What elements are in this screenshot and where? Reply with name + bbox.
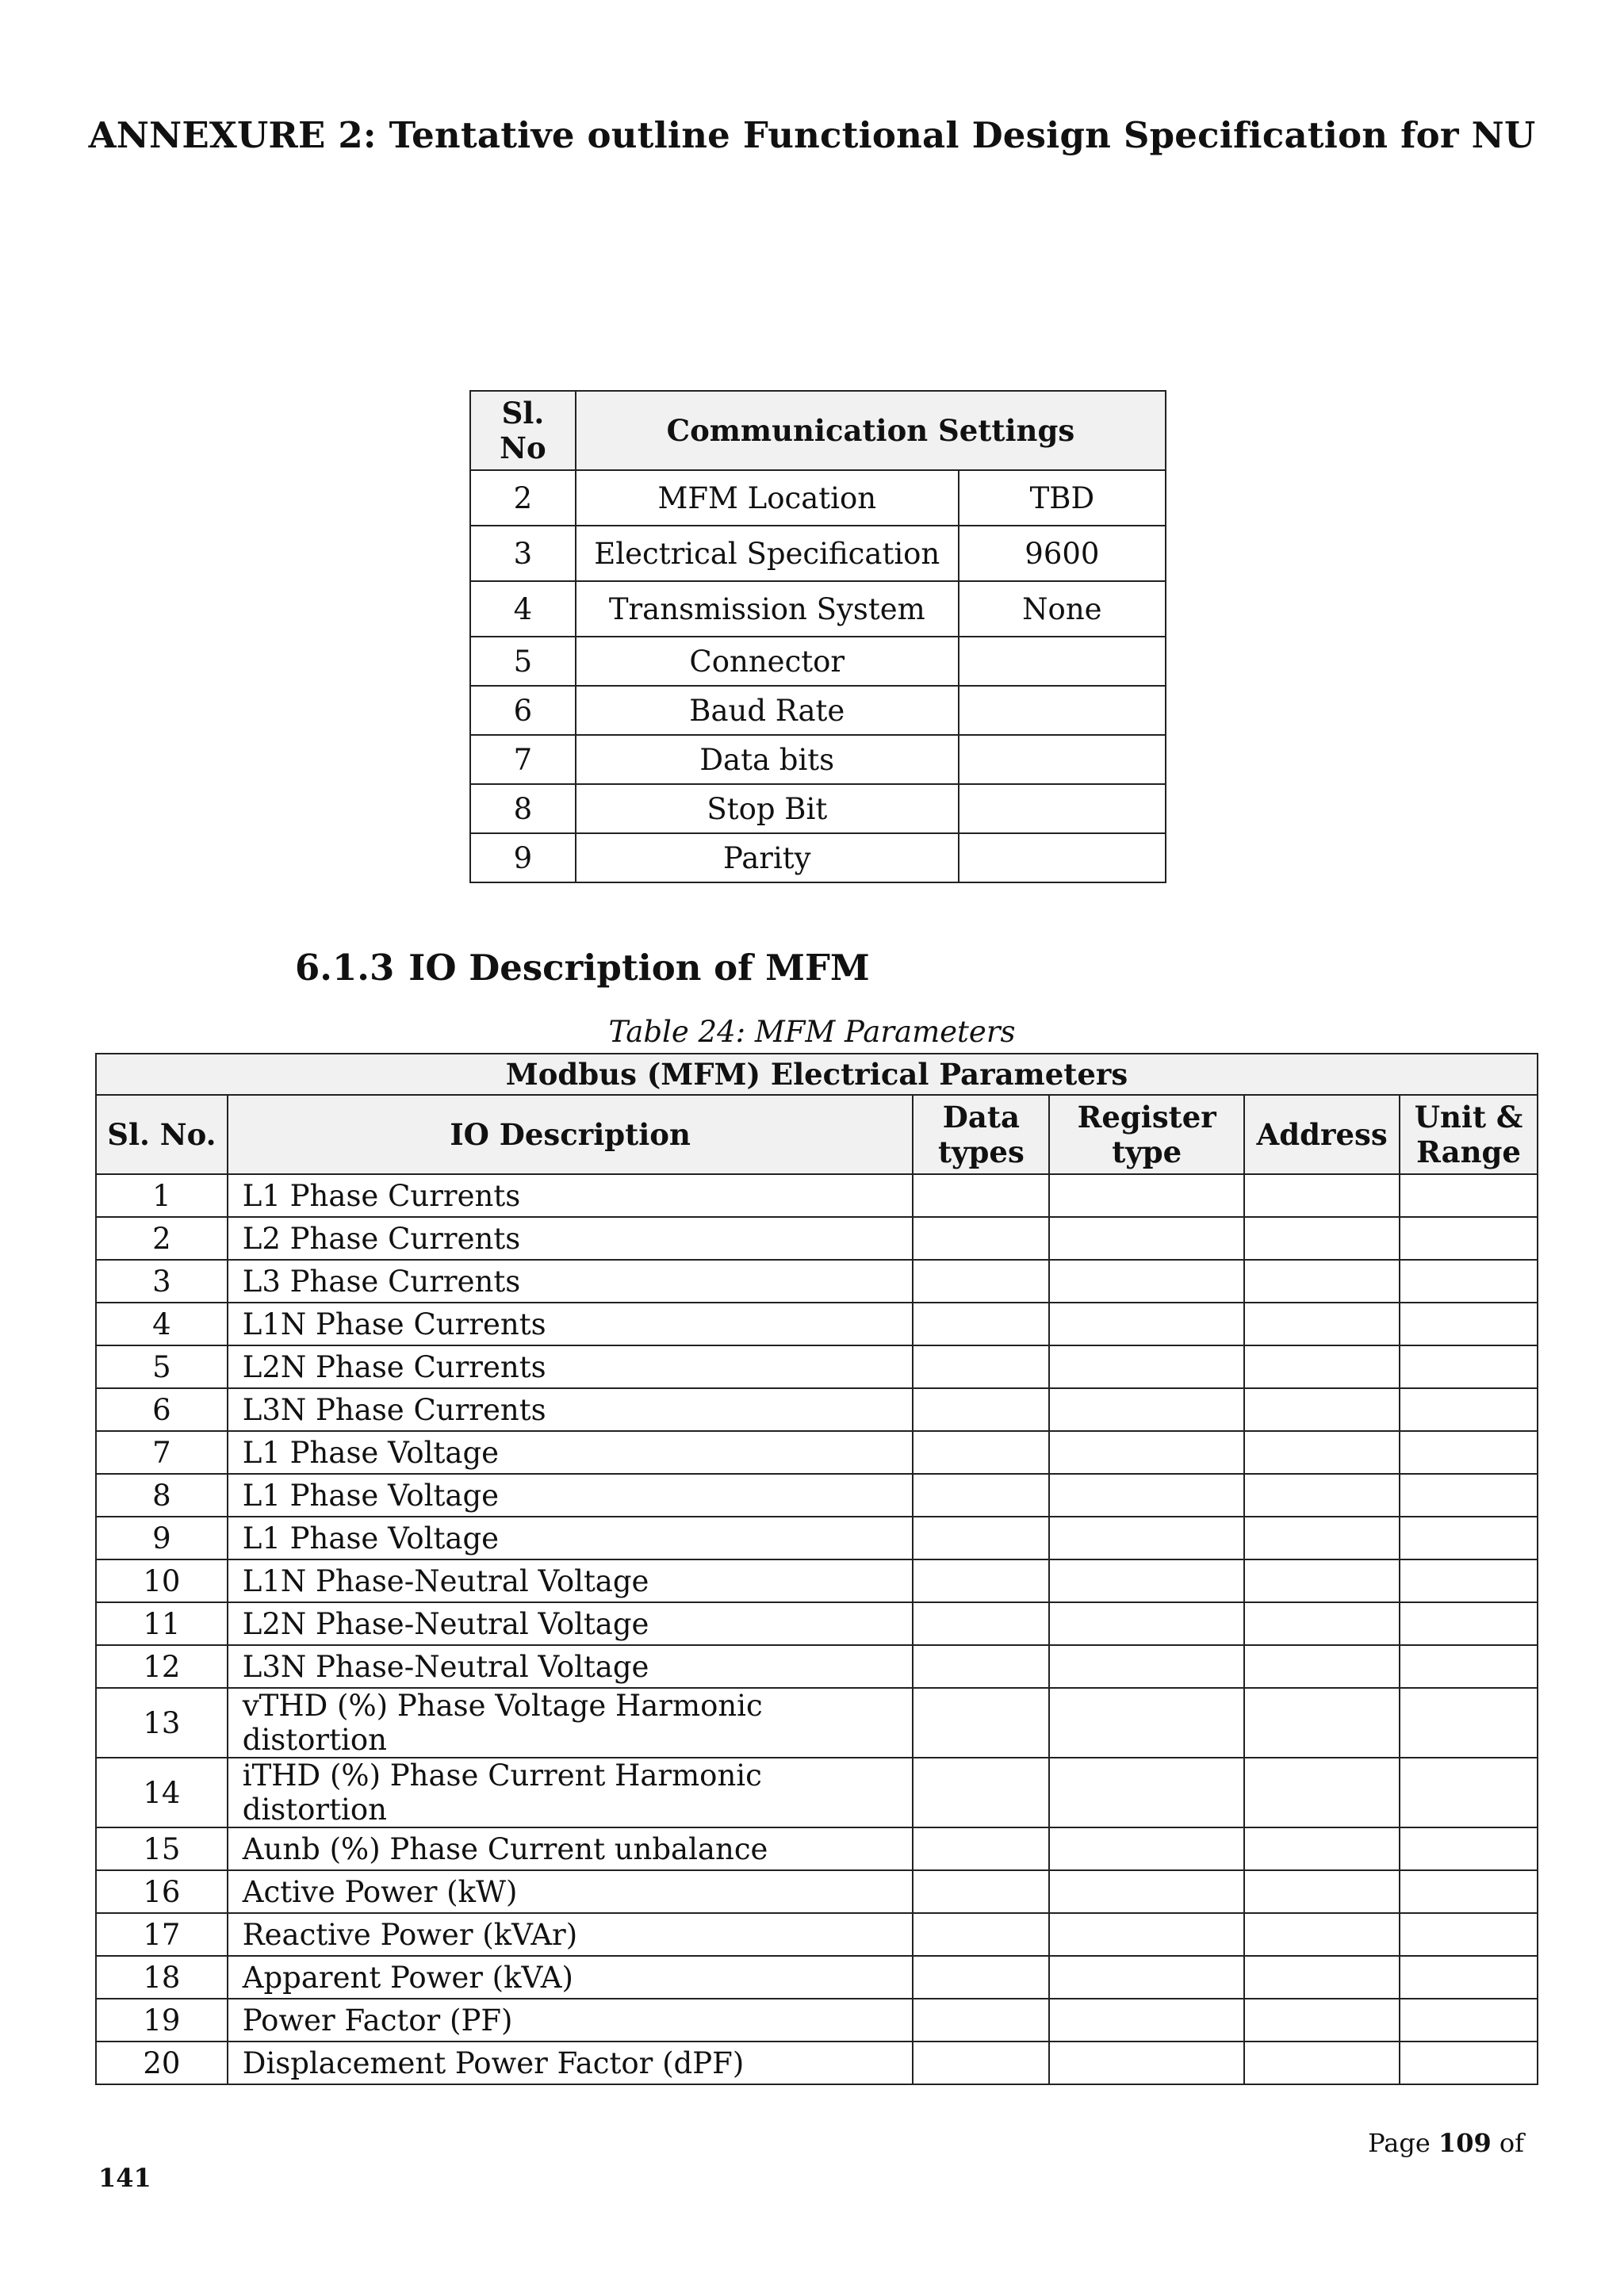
table-row <box>96 1758 1538 1827</box>
cell-io-description: iTHD (%) Phase Current Harmonic distortion <box>228 1758 914 1827</box>
cell-sl-no: 1 <box>96 1174 228 1217</box>
comm-cell-value <box>959 637 1166 686</box>
cell-data-types <box>913 1956 1049 1999</box>
comm-cell-label: Transmission System <box>576 581 959 637</box>
comm-cell-value <box>959 735 1166 784</box>
comm-row <box>470 833 1166 882</box>
cell-unit-range <box>1400 1956 1538 1999</box>
comm-cell-sl: 7 <box>470 735 576 784</box>
cell-sl-no: 11 <box>96 1602 228 1645</box>
cell-sl-no: 3 <box>96 1260 228 1303</box>
comm-row <box>470 686 1166 735</box>
table-row <box>96 1688 1538 1758</box>
cell-address <box>1244 1758 1400 1827</box>
cell-io-description: Apparent Power (kVA) <box>228 1956 914 1999</box>
cell-address <box>1244 1870 1400 1913</box>
cell-unit-range <box>1400 1303 1538 1345</box>
comm-cell-sl: 9 <box>470 833 576 882</box>
cell-data-types <box>913 1758 1049 1827</box>
cell-sl-no: 2 <box>96 1217 228 1260</box>
cell-io-description: L3N Phase Currents <box>228 1388 914 1431</box>
cell-data-types <box>913 1913 1049 1956</box>
comm-cell-value: TBD <box>959 470 1166 526</box>
table-row <box>96 1474 1538 1517</box>
cell-sl-no: 20 <box>96 2042 228 2084</box>
table-row <box>96 1517 1538 1559</box>
cell-address <box>1244 1217 1400 1260</box>
header-address: Address <box>1244 1095 1400 1174</box>
cell-register-type <box>1049 1474 1244 1517</box>
cell-address <box>1244 1827 1400 1870</box>
table-row <box>96 1260 1538 1303</box>
table-row <box>96 1345 1538 1388</box>
cell-data-types <box>913 1559 1049 1602</box>
comm-row <box>470 526 1166 581</box>
cell-unit-range <box>1400 1870 1538 1913</box>
cell-register-type <box>1049 1217 1244 1260</box>
cell-io-description: L1 Phase Voltage <box>228 1517 914 1559</box>
cell-register-type <box>1049 1517 1244 1559</box>
cell-io-description: L2N Phase Currents <box>228 1345 914 1388</box>
cell-register-type <box>1049 1345 1244 1388</box>
cell-address <box>1244 1956 1400 1999</box>
cell-register-type <box>1049 1559 1244 1602</box>
comm-cell-label: Parity <box>576 833 959 882</box>
cell-io-description: vTHD (%) Phase Voltage Harmonic distortion <box>228 1688 914 1758</box>
header-sl-no: Sl. No. <box>96 1095 228 1174</box>
cell-sl-no: 9 <box>96 1517 228 1559</box>
cell-sl-no: 15 <box>96 1827 228 1870</box>
comm-cell-sl: 5 <box>470 637 576 686</box>
cell-unit-range <box>1400 1913 1538 1956</box>
cell-unit-range <box>1400 1602 1538 1645</box>
cell-unit-range <box>1400 1517 1538 1559</box>
cell-unit-range <box>1400 2042 1538 2084</box>
cell-sl-no: 14 <box>96 1758 228 1827</box>
cell-address <box>1244 1303 1400 1345</box>
comm-cell-sl: 8 <box>470 784 576 833</box>
cell-unit-range <box>1400 1431 1538 1474</box>
table-caption: Table 24: MFM Parameters <box>608 1015 1016 1049</box>
table-row <box>96 1956 1538 1999</box>
cell-sl-no: 8 <box>96 1474 228 1517</box>
cell-sl-no: 7 <box>96 1431 228 1474</box>
comm-row <box>470 470 1166 526</box>
comm-cell-value <box>959 784 1166 833</box>
comm-row <box>470 581 1166 637</box>
page-suffix: of <box>1499 2128 1524 2158</box>
cell-unit-range <box>1400 1217 1538 1260</box>
cell-register-type <box>1049 1870 1244 1913</box>
cell-unit-range <box>1400 1999 1538 2042</box>
cell-sl-no: 19 <box>96 1999 228 2042</box>
cell-unit-range <box>1400 1645 1538 1688</box>
document-title: ANNEXURE 2: Tentative outline Functional Design Specification for NU <box>88 114 1536 156</box>
comm-cell-value: None <box>959 581 1166 637</box>
cell-address <box>1244 1999 1400 2042</box>
cell-unit-range <box>1400 1260 1538 1303</box>
cell-register-type <box>1049 1388 1244 1431</box>
cell-address <box>1244 1474 1400 1517</box>
cell-register-type <box>1049 1913 1244 1956</box>
cell-unit-range <box>1400 1388 1538 1431</box>
cell-sl-no: 12 <box>96 1645 228 1688</box>
cell-sl-no: 16 <box>96 1870 228 1913</box>
table-row <box>96 1388 1538 1431</box>
comm-cell-label: Electrical Specification <box>576 526 959 581</box>
cell-unit-range <box>1400 1345 1538 1388</box>
cell-sl-no: 17 <box>96 1913 228 1956</box>
cell-io-description: Aunb (%) Phase Current unbalance <box>228 1827 914 1870</box>
cell-io-description: L1N Phase Currents <box>228 1303 914 1345</box>
table-row <box>96 1431 1538 1474</box>
comm-cell-label: Baud Rate <box>576 686 959 735</box>
table-row <box>96 1645 1538 1688</box>
cell-register-type <box>1049 1431 1244 1474</box>
cell-sl-no: 18 <box>96 1956 228 1999</box>
cell-io-description: L2N Phase-Neutral Voltage <box>228 1602 914 1645</box>
cell-unit-range <box>1400 1827 1538 1870</box>
comm-cell-label: MFM Location <box>576 470 959 526</box>
page-footer <box>1368 2128 1524 2158</box>
cell-io-description: Displacement Power Factor (dPF) <box>228 2042 914 2084</box>
cell-io-description: Power Factor (PF) <box>228 1999 914 2042</box>
cell-sl-no: 5 <box>96 1345 228 1388</box>
comm-cell-value <box>959 833 1166 882</box>
comm-header-sl: Sl. No <box>470 391 576 470</box>
cell-data-types <box>913 1345 1049 1388</box>
cell-address <box>1244 1517 1400 1559</box>
cell-address <box>1244 1388 1400 1431</box>
cell-address <box>1244 1602 1400 1645</box>
comm-cell-sl: 6 <box>470 686 576 735</box>
cell-sl-no: 13 <box>96 1688 228 1758</box>
comm-cell-value <box>959 686 1166 735</box>
cell-register-type <box>1049 1260 1244 1303</box>
cell-address <box>1244 1260 1400 1303</box>
cell-data-types <box>913 1602 1049 1645</box>
section-number: 6.1.3 <box>295 947 395 989</box>
cell-io-description: Reactive Power (kVAr) <box>228 1913 914 1956</box>
cell-io-description: L2 Phase Currents <box>228 1217 914 1260</box>
table-row <box>96 1217 1538 1260</box>
table-row <box>96 2042 1538 2084</box>
cell-address <box>1244 1913 1400 1956</box>
cell-address <box>1244 1345 1400 1388</box>
section-heading <box>295 947 870 989</box>
cell-io-description: L1N Phase-Neutral Voltage <box>228 1559 914 1602</box>
cell-data-types <box>913 1388 1049 1431</box>
cell-data-types <box>913 1517 1049 1559</box>
cell-unit-range <box>1400 1474 1538 1517</box>
comm-row <box>470 637 1166 686</box>
cell-data-types <box>913 2042 1049 2084</box>
cell-sl-no: 10 <box>96 1559 228 1602</box>
total-pages: 141 <box>98 2163 151 2193</box>
cell-register-type <box>1049 1758 1244 1827</box>
table-row <box>96 1559 1538 1602</box>
cell-data-types <box>913 1303 1049 1345</box>
cell-address <box>1244 1559 1400 1602</box>
cell-data-types <box>913 1474 1049 1517</box>
cell-address <box>1244 1688 1400 1758</box>
comm-cell-label: Connector <box>576 637 959 686</box>
table-row <box>96 1174 1538 1217</box>
cell-address <box>1244 1645 1400 1688</box>
mfm-table-banner: Modbus (MFM) Electrical Parameters <box>96 1054 1538 1095</box>
cell-data-types <box>913 1260 1049 1303</box>
cell-data-types <box>913 1870 1049 1913</box>
comm-cell-sl: 4 <box>470 581 576 637</box>
cell-register-type <box>1049 1645 1244 1688</box>
cell-io-description: L1 Phase Currents <box>228 1174 914 1217</box>
cell-address <box>1244 2042 1400 2084</box>
comm-row <box>470 735 1166 784</box>
cell-register-type <box>1049 1956 1244 1999</box>
table-row <box>96 1602 1538 1645</box>
page-number: 109 <box>1438 2128 1492 2158</box>
cell-sl-no: 4 <box>96 1303 228 1345</box>
cell-data-types <box>913 1431 1049 1474</box>
communication-settings-table <box>469 390 1166 883</box>
cell-io-description: Active Power (kW) <box>228 1870 914 1913</box>
comm-cell-label: Data bits <box>576 735 959 784</box>
table-row <box>96 1999 1538 2042</box>
cell-register-type <box>1049 1602 1244 1645</box>
table-row <box>96 1303 1538 1345</box>
cell-io-description: L3 Phase Currents <box>228 1260 914 1303</box>
header-register-type: Register type <box>1049 1095 1244 1174</box>
header-io-description: IO Description <box>228 1095 914 1174</box>
comm-cell-sl: 3 <box>470 526 576 581</box>
comm-cell-label: Stop Bit <box>576 784 959 833</box>
cell-data-types <box>913 1174 1049 1217</box>
table-row <box>96 1870 1538 1913</box>
section-title: IO Description of MFM <box>408 947 870 989</box>
cell-unit-range <box>1400 1174 1538 1217</box>
header-data-types: Data types <box>913 1095 1049 1174</box>
cell-sl-no: 6 <box>96 1388 228 1431</box>
cell-register-type <box>1049 1827 1244 1870</box>
cell-data-types <box>913 1217 1049 1260</box>
header-unit-range: Unit & Range <box>1400 1095 1538 1174</box>
cell-unit-range <box>1400 1559 1538 1602</box>
table-row <box>96 1827 1538 1870</box>
cell-data-types <box>913 1827 1049 1870</box>
cell-io-description: L1 Phase Voltage <box>228 1474 914 1517</box>
comm-row <box>470 784 1166 833</box>
page-prefix: Page <box>1368 2128 1431 2158</box>
cell-register-type <box>1049 1999 1244 2042</box>
cell-data-types <box>913 1645 1049 1688</box>
cell-data-types <box>913 1688 1049 1758</box>
cell-register-type <box>1049 2042 1244 2084</box>
comm-cell-sl: 2 <box>470 470 576 526</box>
cell-unit-range <box>1400 1758 1538 1827</box>
cell-address <box>1244 1174 1400 1217</box>
cell-io-description: L3N Phase-Neutral Voltage <box>228 1645 914 1688</box>
cell-unit-range <box>1400 1688 1538 1758</box>
comm-header-title: Communication Settings <box>576 391 1166 470</box>
cell-data-types <box>913 1999 1049 2042</box>
table-row <box>96 1913 1538 1956</box>
cell-io-description: L1 Phase Voltage <box>228 1431 914 1474</box>
comm-cell-value: 9600 <box>959 526 1166 581</box>
cell-register-type <box>1049 1174 1244 1217</box>
cell-register-type <box>1049 1303 1244 1345</box>
mfm-parameters-table <box>95 1053 1538 2085</box>
cell-register-type <box>1049 1688 1244 1758</box>
cell-address <box>1244 1431 1400 1474</box>
